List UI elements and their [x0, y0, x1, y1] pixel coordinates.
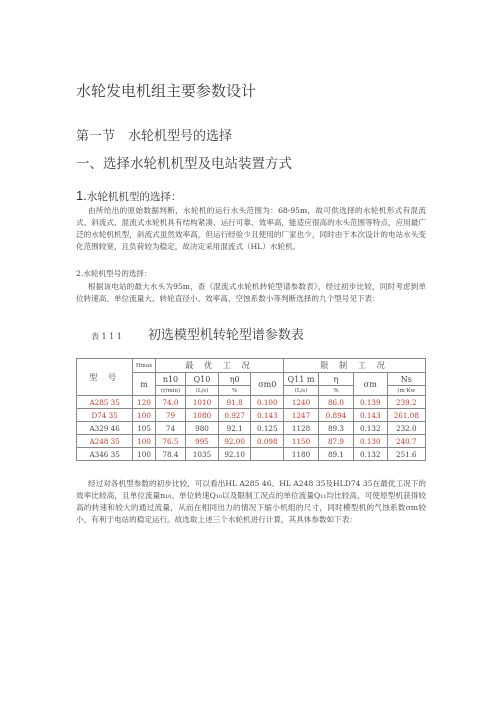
- table-number: 表 1 1 1: [91, 332, 122, 341]
- table-cell-n10: 74: [155, 422, 185, 435]
- unit-q10: (L/s): [186, 386, 219, 396]
- unit-n10: (r/min): [155, 386, 185, 396]
- unit-ns: (m·Kw: [387, 386, 425, 396]
- unit-eta0: %: [218, 386, 251, 396]
- table-cell-s0: 0.100: [251, 396, 284, 409]
- table-cell-s0: 0.098: [251, 435, 284, 448]
- table-cell-s0: [251, 448, 284, 461]
- header-sigma0: σm0: [251, 373, 284, 396]
- table-cell-eta0: 91.8: [218, 396, 251, 409]
- table-cell-q10: 1010: [186, 396, 219, 409]
- header-hmax: Hmax: [133, 359, 156, 373]
- doc-title: 水轮发电机组主要参数设计: [76, 82, 257, 100]
- table-cell-ns: 261.08: [387, 409, 425, 422]
- item-heading-2: 2.水轮机型号的选择：: [76, 269, 152, 278]
- table-row: [77, 396, 426, 409]
- table-cell-eta0: 0.927: [218, 409, 251, 422]
- table-cell-sm: 0.132: [353, 422, 387, 435]
- table-cell-model: D74 35: [77, 409, 133, 422]
- table-row: [77, 422, 426, 435]
- table-cell-q10: 980: [186, 422, 219, 435]
- table-cell-s0: 0.143: [251, 409, 284, 422]
- table-cell-q11: 1150: [284, 435, 319, 448]
- header-ns: Ns: [387, 373, 425, 386]
- paragraph-3: 经过对各机型参数的初步比较，可以看出HL A285 46、HL A248 35及HLD74 35在最优工况下的效率比较高，且单位流量n₁₀、单位转速Q₁₀以及限制工况点的单位流量Q₁₁均比较高，可使原型机获得较高的转速和较大的通过流量，从而在相同出力的情况下缩小机组的尺寸，同时模型机的气蚀系数σm较小，有利于电站的稳定运行。故选取上述三个水轮机进行计算，其具体参数如下表：: [76, 479, 426, 524]
- table-cell-eta0: 92.1: [218, 422, 251, 435]
- table-cell-n10: 78.4: [155, 448, 185, 461]
- table-cell-model: A285 35: [77, 396, 133, 409]
- table-cell-sm: 0.139: [353, 396, 387, 409]
- table-row: [77, 409, 426, 422]
- table-cell-h: 100: [133, 435, 156, 448]
- table-cell-h: 100: [133, 409, 156, 422]
- table-row: [77, 448, 426, 461]
- table-cell-q11: 1240: [284, 396, 319, 409]
- table-cell-ns: 240.7: [387, 435, 425, 448]
- section-heading: 第一节 水轮机型号的选择: [76, 129, 233, 144]
- table-cell-sm: 0.132: [353, 448, 387, 461]
- table-caption: [91, 324, 304, 343]
- table-cell-q10: 995: [186, 435, 219, 448]
- table-cell-q11: 1180: [284, 448, 319, 461]
- table-cell-eta: 89.1: [319, 448, 354, 461]
- header-q10: Q10: [186, 373, 219, 386]
- table-cell-eta0: 92.10: [218, 448, 251, 461]
- table-cell-eta: 87.9: [319, 435, 354, 448]
- header-model: 型 号: [77, 359, 133, 396]
- table-cell-sm: 0.143: [353, 409, 387, 422]
- table-cell-sm: 0.130: [353, 435, 387, 448]
- header-q11: Q11 m: [284, 373, 319, 386]
- table-cell-eta: 89.3: [319, 422, 354, 435]
- header-optimal: 最 优 工 况: [155, 359, 283, 373]
- header-hmax-unit: m: [133, 373, 156, 396]
- paragraph-1: 由所给出的原始数据判断，水轮机的运行水头范围为：68-95m，故可供选择的水轮机形式有混流式、斜流式、混流式水轮机具有结构紧凑、运行可靠、效率高，能适应很高的水头范围等特点，应用最广泛的水轮机机型，斜流式虽然效率高，但运行经验少且使用的厂家也少，同时由于本次设计的电站水头变化范围较宽，且负荷较为稳定，故决定采用混流式（HL）水轮机。: [76, 206, 426, 251]
- table-cell-ns: 251.6: [387, 448, 425, 461]
- item-heading-text: 水轮机机型的选择：: [86, 191, 182, 203]
- table-cell-eta: 0.894: [319, 409, 354, 422]
- table-cell-h: 100: [133, 448, 156, 461]
- paragraph-2: 根据该电站的最大水头为95m，查《混流式水轮机转轮型谱参数表》，经过初步比较，同时考虑到单位转速高、单位流量大、转轮直径小、效率高、空蚀系数小等判断选择的九个型号见下表：: [76, 282, 426, 303]
- table-cell-q11: 1247: [284, 409, 319, 422]
- item-number: 1.: [76, 188, 87, 203]
- item-heading-1: [76, 188, 181, 204]
- table-cell-q10: 1080: [186, 409, 219, 422]
- header-n10: n10: [155, 373, 185, 386]
- header-limit: 限 制 工 况: [284, 359, 426, 373]
- header-sigma: σm: [353, 373, 387, 396]
- subsection-heading: 一、选择水轮机机型及电站装置方式: [76, 156, 292, 172]
- unit-eta: %: [319, 386, 354, 396]
- table-cell-ns: 239.2: [387, 396, 425, 409]
- table-cell-model: A329 46: [77, 422, 133, 435]
- header-eta0: η0: [218, 373, 251, 386]
- table-cell-n10: 79: [155, 409, 185, 422]
- table-cell-model: A248 35: [77, 435, 133, 448]
- table-cell-model: A346 35: [77, 448, 133, 461]
- table-row: [77, 435, 426, 448]
- parameter-table: [76, 358, 426, 461]
- table-cell-eta0: 92.00: [218, 435, 251, 448]
- table-cell-h: 105: [133, 422, 156, 435]
- table-cell-h: 120: [133, 396, 156, 409]
- table-cell-q10: 1035: [186, 448, 219, 461]
- table-cell-n10: 76.5: [155, 435, 185, 448]
- table-cell-ns: 232.0: [387, 422, 425, 435]
- unit-q11: (L/s): [284, 386, 319, 396]
- table-cell-q11: 1128: [284, 422, 319, 435]
- header-eta: η: [319, 373, 354, 386]
- table-cell-n10: 74.0: [155, 396, 185, 409]
- table-cell-s0: 0.125: [251, 422, 284, 435]
- table-body: [77, 396, 426, 461]
- table-title: 初选模型机转轮型谱参数表: [147, 328, 304, 343]
- table-cell-eta: 86.0: [319, 396, 354, 409]
